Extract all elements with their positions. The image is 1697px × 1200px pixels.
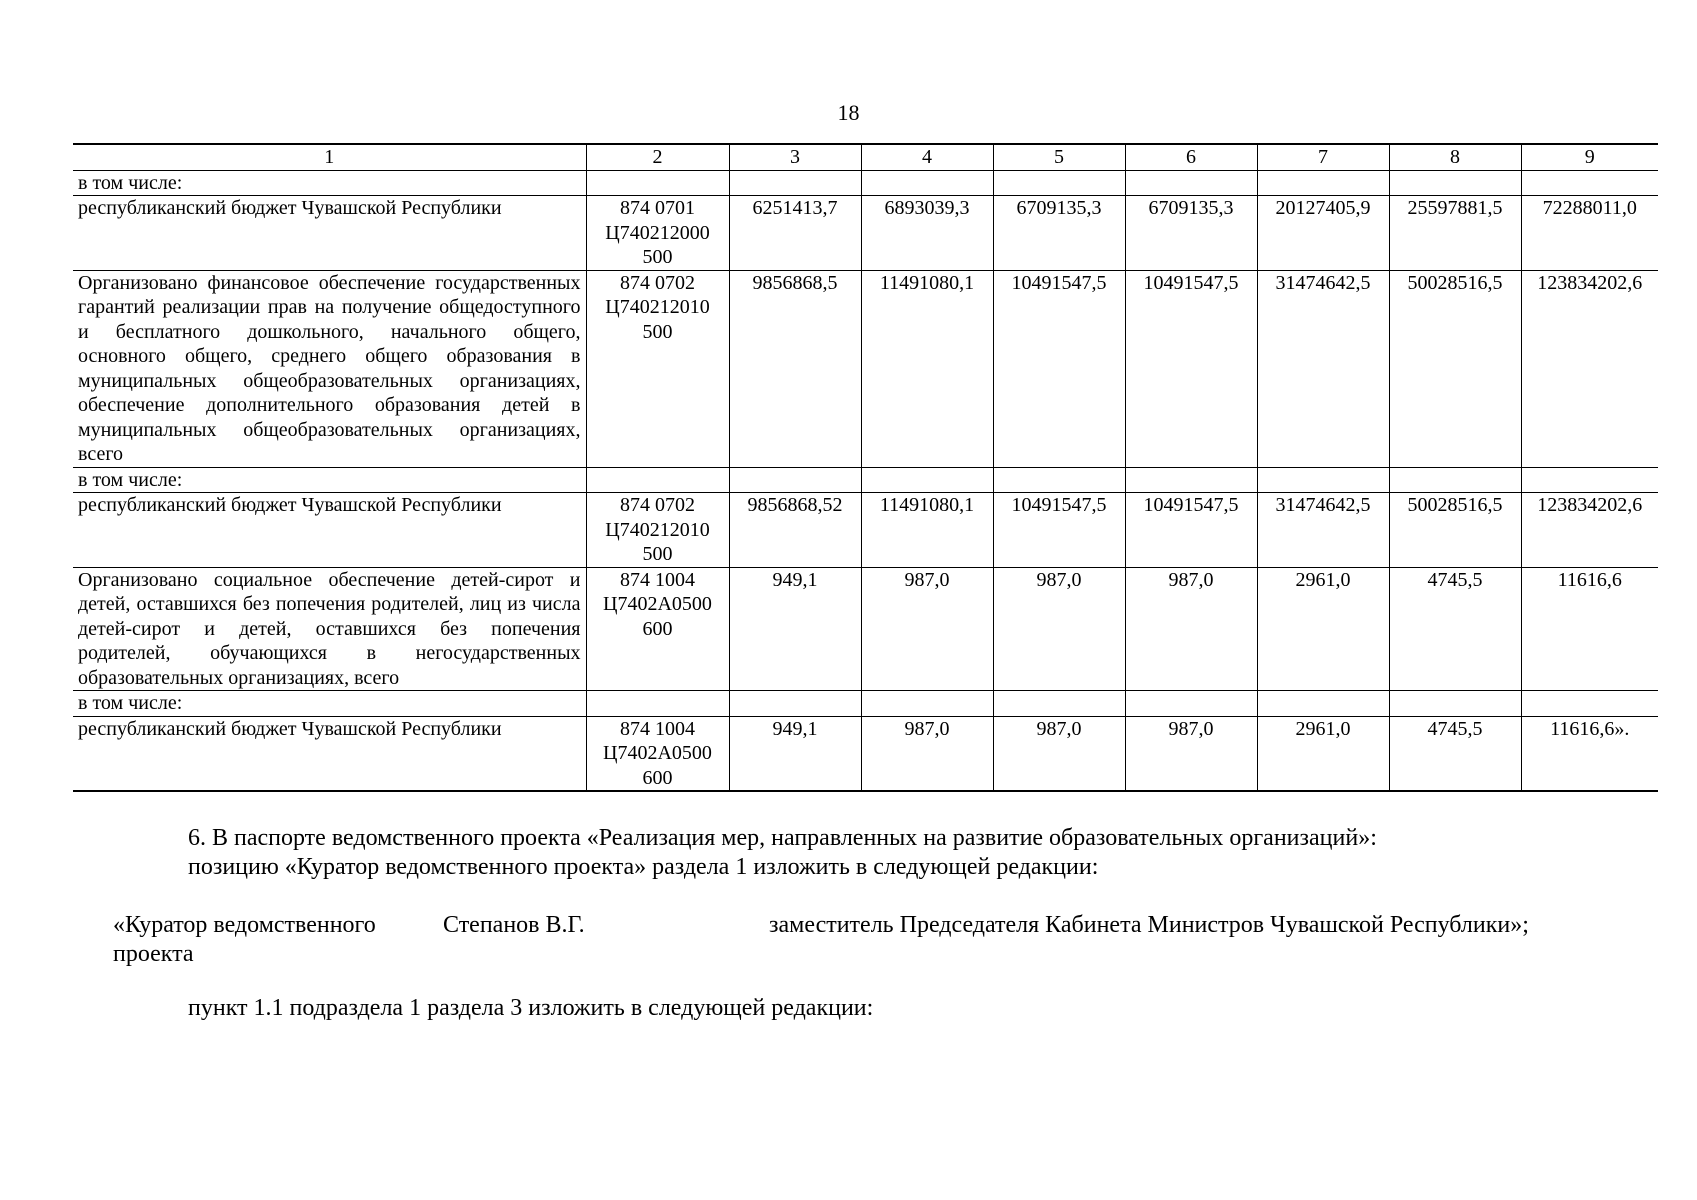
row-value (1521, 170, 1658, 196)
row-value (1389, 170, 1521, 196)
row-value: 6709135,3 (1125, 196, 1257, 271)
column-header: 9 (1521, 144, 1658, 170)
curator-role: «Куратор ведомственного проекта (113, 912, 376, 967)
row-value: 2961,0 (1257, 567, 1389, 691)
row-value: 11491080,1 (861, 270, 993, 467)
row-value (993, 170, 1125, 196)
table-row (73, 691, 1658, 717)
row-value: 987,0 (993, 716, 1125, 791)
table-header-row (73, 144, 1658, 170)
row-code: 874 0701 Ц740212000 500 (586, 196, 729, 271)
row-value (861, 691, 993, 717)
row-value: 20127405,9 (1257, 196, 1389, 271)
table-row (73, 270, 1658, 467)
row-value: 10491547,5 (993, 493, 1125, 568)
row-value: 11616,6». (1521, 716, 1658, 791)
row-code: 874 1004 Ц7402А0500 600 (586, 567, 729, 691)
row-value: 9856868,5 (729, 270, 861, 467)
column-header: 5 (993, 144, 1125, 170)
row-label: в том числе: (73, 170, 586, 196)
row-value: 9856868,52 (729, 493, 861, 568)
row-value (729, 691, 861, 717)
row-value (1521, 691, 1658, 717)
row-value (993, 467, 1125, 493)
paragraph-6-line-2: позицию «Куратор ведомственного проекта» раздела 1 изложить в следующей редакции: (188, 854, 1099, 880)
row-value: 6251413,7 (729, 196, 861, 271)
budget-table (73, 143, 1658, 792)
column-header: 8 (1389, 144, 1521, 170)
table-row (73, 170, 1658, 196)
row-value (1257, 170, 1389, 196)
column-header: 7 (1257, 144, 1389, 170)
row-value: 987,0 (861, 567, 993, 691)
row-value (993, 691, 1125, 717)
row-value: 4745,5 (1389, 567, 1521, 691)
row-value: 72288011,0 (1521, 196, 1658, 271)
row-value: 123834202,6 (1521, 270, 1658, 467)
row-value: 10491547,5 (993, 270, 1125, 467)
row-value (1389, 467, 1521, 493)
row-label: Организовано финансовое обеспечение государственных гарантий реализации прав на получение общедоступного и бесплатного дошкольного, начального общего, основного общего, среднего общего образования в муниципальных общеобразовательных организациях, обеспечение дополнительного образования детей в муниципальных общеобразовательных организациях, всего (73, 270, 586, 467)
row-value: 6893039,3 (861, 196, 993, 271)
row-value: 31474642,5 (1257, 270, 1389, 467)
column-header: 4 (861, 144, 993, 170)
row-value (1125, 691, 1257, 717)
table-row (73, 196, 1658, 271)
row-code (586, 691, 729, 717)
row-value: 6709135,3 (993, 196, 1125, 271)
paragraph-last: пункт 1.1 подраздела 1 раздела 3 изложить в следующей редакции: (188, 995, 874, 1021)
row-value: 10491547,5 (1125, 493, 1257, 568)
row-value: 123834202,6 (1521, 493, 1658, 568)
column-header: 3 (729, 144, 861, 170)
row-value: 11616,6 (1521, 567, 1658, 691)
row-value (861, 467, 993, 493)
column-header: 2 (586, 144, 729, 170)
row-label: республиканский бюджет Чувашской Республики (73, 196, 586, 271)
row-code: 874 0702 Ц740212010 500 (586, 270, 729, 467)
row-value: 4745,5 (1389, 716, 1521, 791)
table-row (73, 716, 1658, 791)
page-number: 18 (837, 100, 860, 125)
row-label: республиканский бюджет Чувашской Республики (73, 716, 586, 791)
paragraph-6 (188, 824, 1588, 882)
table-row (73, 567, 1658, 691)
table-row (73, 493, 1658, 568)
row-value: 987,0 (1125, 716, 1257, 791)
row-value (1125, 467, 1257, 493)
column-header: 6 (1125, 144, 1257, 170)
row-value: 50028516,5 (1389, 270, 1521, 467)
table-row (73, 467, 1658, 493)
row-value (861, 170, 993, 196)
curator-position: заместитель Председателя Кабинета Министров Чувашской Республики»; (769, 912, 1529, 938)
row-value (729, 467, 861, 493)
column-header: 1 (73, 144, 586, 170)
row-code: 874 1004 Ц7402А0500 600 (586, 716, 729, 791)
row-value: 949,1 (729, 716, 861, 791)
row-value (1521, 467, 1658, 493)
row-value (729, 170, 861, 196)
row-code: 874 0702 Ц740212010 500 (586, 493, 729, 568)
row-value (1257, 467, 1389, 493)
row-value: 987,0 (993, 567, 1125, 691)
paragraph-6-line-1: 6. В паспорте ведомственного проекта «Реализация мер, направленных на развитие образовательных организаций»: (188, 825, 1377, 851)
row-value: 31474642,5 (1257, 493, 1389, 568)
row-value (1125, 170, 1257, 196)
row-label: в том числе: (73, 467, 586, 493)
table-body (73, 170, 1658, 791)
row-value: 25597881,5 (1389, 196, 1521, 271)
curator-block (113, 911, 1583, 971)
row-value (1257, 691, 1389, 717)
row-label: в том числе: (73, 691, 586, 717)
row-code (586, 170, 729, 196)
row-value: 11491080,1 (861, 493, 993, 568)
row-value: 987,0 (861, 716, 993, 791)
row-value: 10491547,5 (1125, 270, 1257, 467)
row-value: 949,1 (729, 567, 861, 691)
row-value: 50028516,5 (1389, 493, 1521, 568)
row-label: республиканский бюджет Чувашской Республики (73, 493, 586, 568)
row-code (586, 467, 729, 493)
row-label: Организовано социальное обеспечение детей-сирот и детей, оставшихся без попечения родителей, лиц из числа детей-сирот и детей, оставшихся без попечения родителей, обучающихся в негосударственных образовательных организациях, всего (73, 567, 586, 691)
row-value (1389, 691, 1521, 717)
curator-name: Степанов В.Г. (443, 912, 585, 938)
row-value: 2961,0 (1257, 716, 1389, 791)
row-value: 987,0 (1125, 567, 1257, 691)
